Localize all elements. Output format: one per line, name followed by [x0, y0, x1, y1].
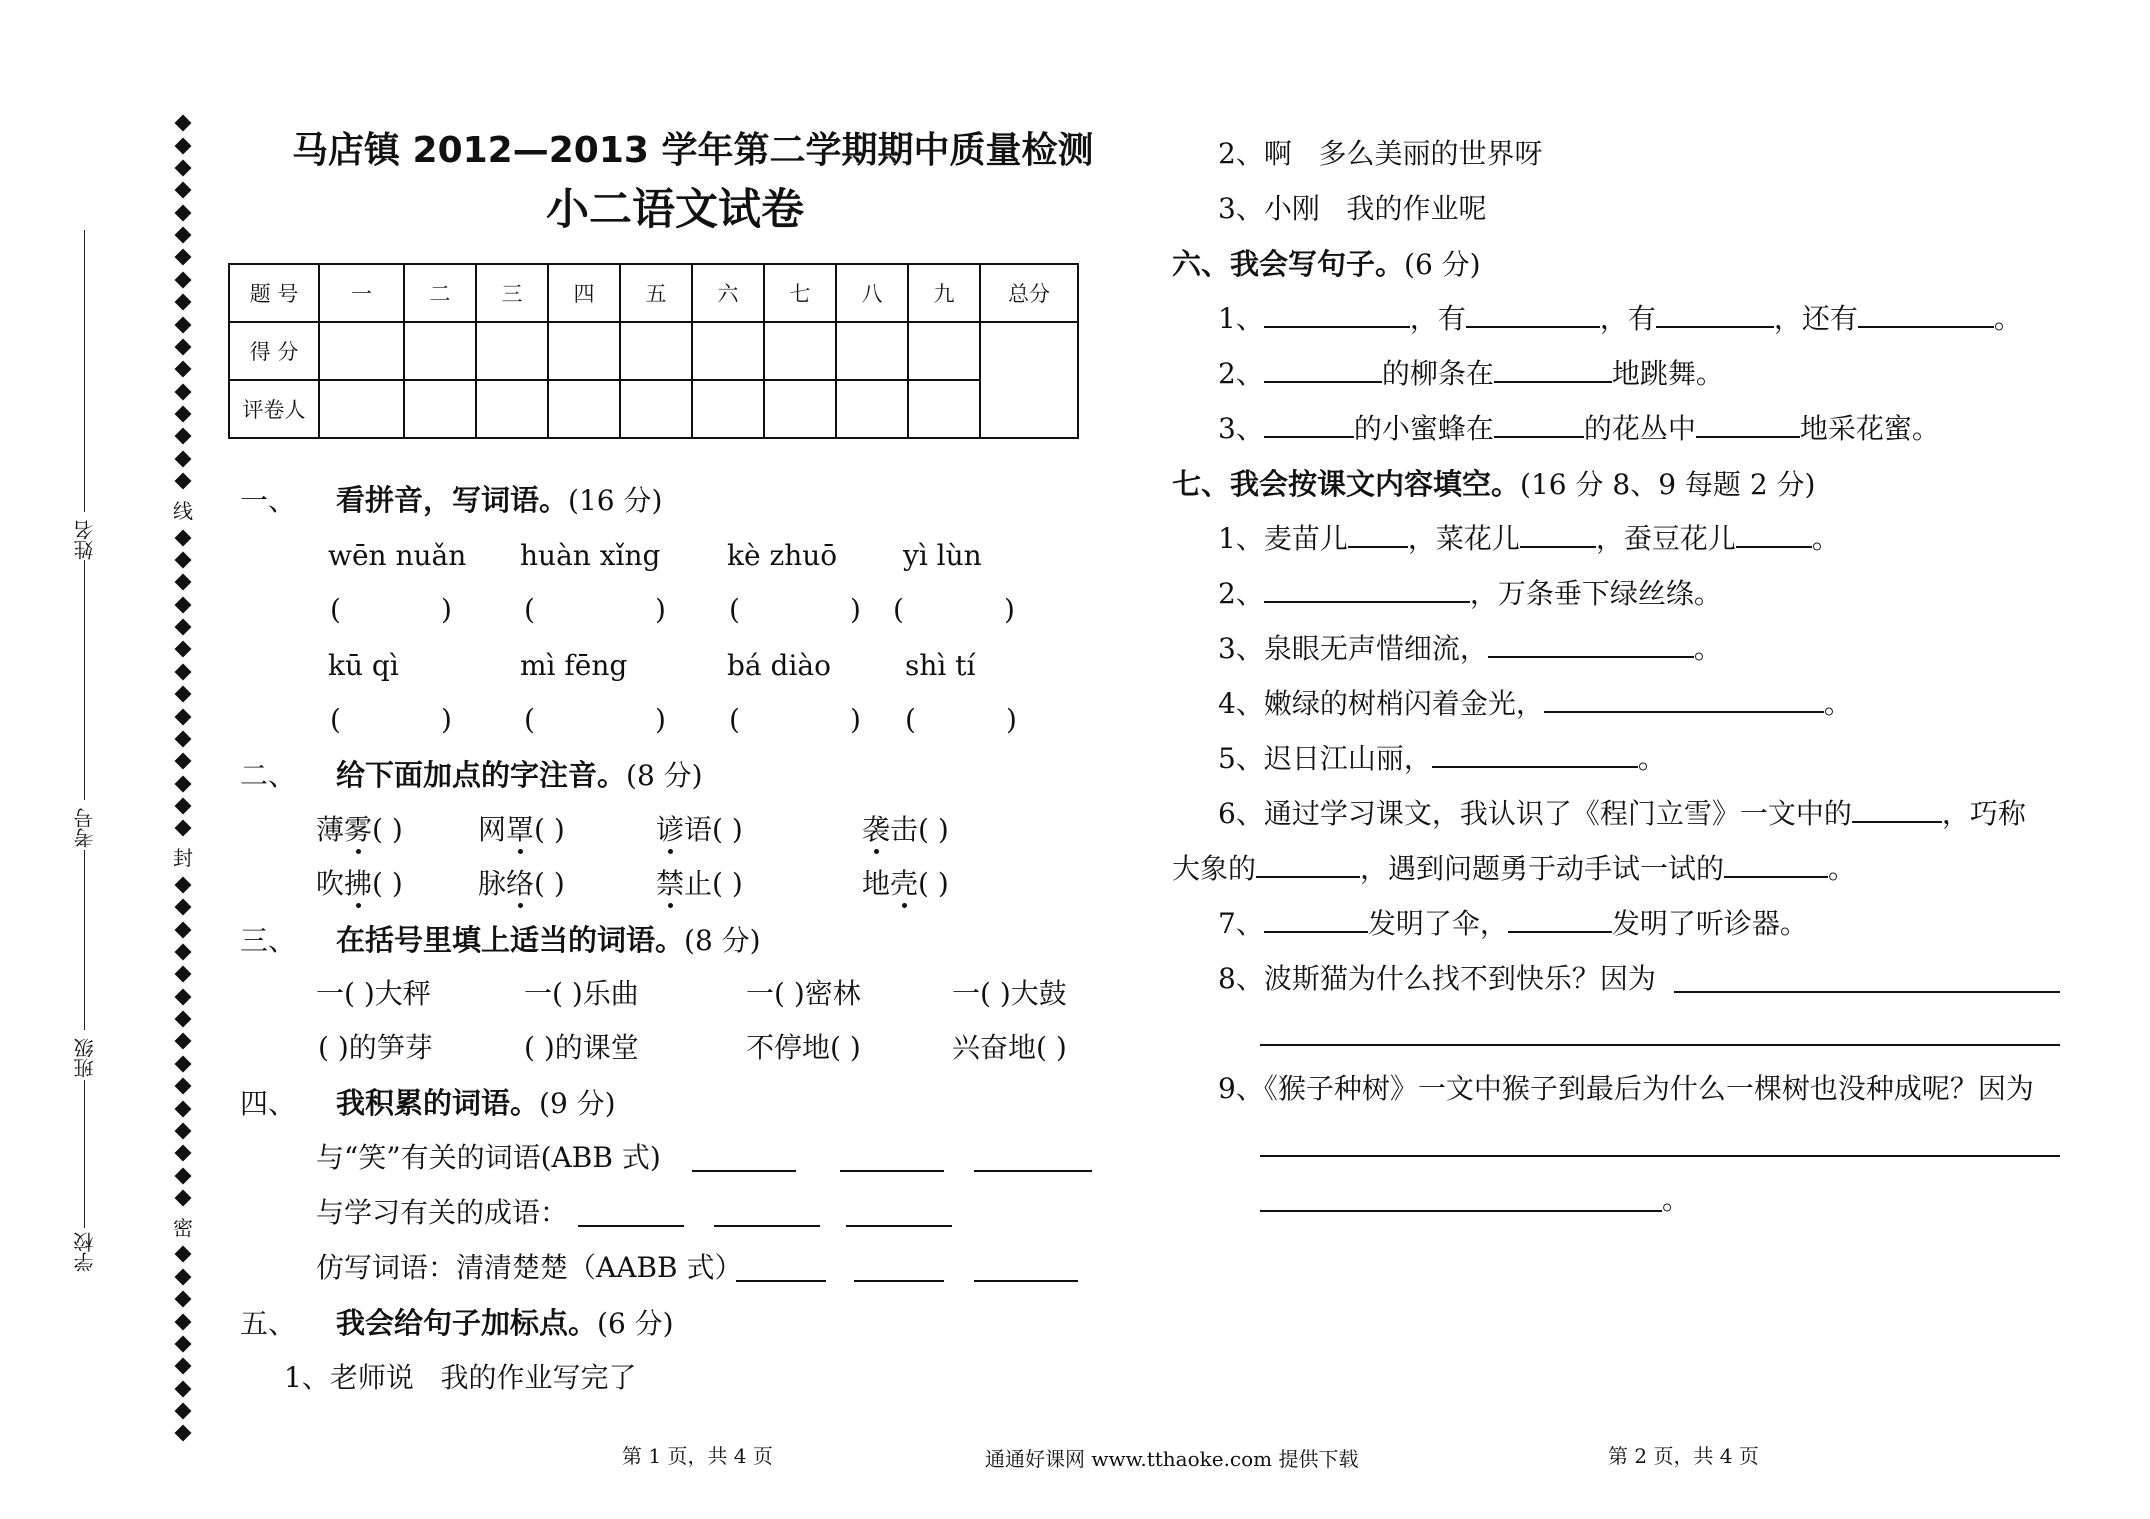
diamond-mark [175, 876, 192, 893]
diamond-mark [175, 1167, 192, 1184]
table-header-cell: 三 [476, 264, 548, 322]
grader-cell[interactable] [319, 380, 404, 438]
diamond-mark [175, 115, 192, 132]
grader-cell[interactable] [908, 380, 980, 438]
recite-item: 7、 发明了伞， 发明了听诊器。 [1218, 907, 1808, 940]
word-line: 与“笑”有关的词语(ABB 式) [316, 1141, 661, 1174]
table-header-cell: 七 [764, 264, 836, 322]
answer-blank[interactable] [840, 1170, 944, 1172]
diamond-mark [175, 663, 192, 680]
table-header-cell: 五 [620, 264, 692, 322]
dotted-word: 吹拂( ) [316, 867, 403, 900]
fill-phrase: ( )的笋芽 [318, 1031, 433, 1064]
punctuation-item: 1、老师说 我的作业写完了 [284, 1361, 637, 1394]
diamond-mark [175, 1122, 192, 1139]
footer-page-left: 第 1 页，共 4 页 [622, 1444, 773, 1468]
exam-title: 马店镇 2012—2013 学年第二学期期中质量检测 [292, 130, 1094, 171]
fill-phrase: 不停地( ) [746, 1031, 861, 1064]
school-label: 学校 [73, 1232, 97, 1272]
answer-line[interactable] [1260, 1210, 1662, 1212]
recite-item: 6、通过学习课文，我认识了《程门立雪》一文中的 ，巧称 [1218, 797, 2026, 830]
diamond-mark [175, 775, 192, 792]
recite-item: 5、迟日江山丽， 。 [1218, 742, 1666, 775]
table-header-cell: 一 [319, 264, 404, 322]
diamond-mark [175, 1078, 192, 1095]
diamond-mark [175, 473, 192, 490]
diamond-mark [175, 204, 192, 221]
section-6-heading: 六、我会写句子。(6 分) [1172, 247, 1481, 281]
answer-blank[interactable] [1656, 300, 1774, 328]
diamond-mark [175, 1033, 192, 1050]
section-title: 看拼音，写词语。 [336, 483, 569, 517]
dotted-word: 禁止( ) [656, 867, 743, 900]
answer-parens[interactable]: ( ) [524, 703, 666, 736]
diamond-mark [175, 1291, 192, 1308]
answer-parens[interactable]: ( ) [524, 593, 666, 626]
dotted-word: 薄雾( ) [316, 813, 403, 846]
diamond-mark [175, 1100, 192, 1117]
answer-blank[interactable] [1256, 850, 1360, 878]
seal-char: 密 [173, 1215, 193, 1240]
answer-blank[interactable] [1494, 355, 1612, 383]
diamond-mark [175, 383, 192, 400]
grader-cell[interactable] [764, 380, 836, 438]
diamond-mark [175, 137, 192, 154]
answer-blank[interactable] [1494, 410, 1584, 438]
diamond-mark [175, 798, 192, 815]
score-cell[interactable] [764, 322, 836, 380]
pinyin: wēn nuǎn [328, 539, 467, 572]
answer-blank[interactable] [974, 1280, 1078, 1282]
pinyin: kū qì [328, 649, 399, 682]
binding-diamond-line [172, 112, 194, 1442]
table-header-cell: 总分 [980, 264, 1078, 322]
word-line: 与学习有关的成语： [316, 1196, 569, 1229]
answer-blank[interactable] [692, 1170, 796, 1172]
answer-blank[interactable] [1432, 740, 1638, 768]
section-number: 一、 [240, 484, 297, 517]
diamond-mark [175, 1425, 192, 1442]
dotted-word: 脉络( ) [478, 867, 565, 900]
diamond-mark [175, 450, 192, 467]
answer-line[interactable] [1260, 1155, 2060, 1157]
exam-number-line [84, 560, 85, 800]
table-header-cell: 四 [548, 264, 620, 322]
exam-number-label: 考号 [73, 808, 97, 848]
diamond-mark [175, 338, 192, 355]
diamond-mark [175, 730, 192, 747]
section-4-heading: 四、 我积累的词语。(9 分) [240, 1086, 616, 1120]
diamond-mark [175, 1358, 192, 1375]
table-header-cell: 六 [692, 264, 764, 322]
answer-blank[interactable] [1696, 410, 1800, 438]
answer-blank[interactable] [1348, 520, 1408, 548]
answer-blank[interactable] [1488, 630, 1694, 658]
punctuation-item: 2、啊 多么美丽的世界呀 [1218, 137, 1543, 170]
answer-blank[interactable] [1264, 410, 1354, 438]
grader-cell[interactable] [836, 380, 908, 438]
answer-blank[interactable] [1520, 520, 1596, 548]
grader-cell[interactable] [548, 380, 620, 438]
seal-char: 线 [173, 498, 193, 523]
fill-phrase: 兴奋地( ) [952, 1031, 1067, 1064]
answer-blank[interactable] [846, 1225, 952, 1227]
row-label: 得 分 [229, 322, 319, 380]
diamond-mark [175, 361, 192, 378]
word-line: 仿写词语：清清楚楚（AABB 式） [316, 1251, 743, 1284]
footer-page-right: 第 2 页，共 4 页 [1608, 1444, 1759, 1468]
sentence-item: 2、 的柳条在 地跳舞。 [1218, 357, 1724, 390]
total-score-cell[interactable] [980, 322, 1078, 438]
recite-item: 9、《猴子种树》一文中猴子到最后为什么一棵树也没种成呢？因为 [1218, 1072, 2034, 1105]
dotted-word: 地壳( ) [862, 867, 949, 900]
diamond-mark [175, 641, 192, 658]
fill-phrase: 一( )密林 [746, 977, 861, 1010]
diamond-mark [175, 820, 192, 837]
table-header-cell: 九 [908, 264, 980, 322]
answer-line[interactable] [1260, 1044, 2060, 1046]
recite-item: 2、 ，万条垂下绿丝绦。 [1218, 577, 1722, 610]
sentence-item: 1、 ，有 ，有 ，还有 。 [1218, 302, 2022, 335]
diamond-mark [175, 294, 192, 311]
answer-blank[interactable] [736, 1280, 826, 1282]
diamond-mark [175, 619, 192, 636]
answer-blank[interactable] [714, 1225, 820, 1227]
diamond-mark [175, 966, 192, 983]
diamond-mark [175, 686, 192, 703]
answer-parens[interactable]: ( ) [729, 593, 861, 626]
recite-item: 1、麦苗儿 ，菜花儿 ，蚕豆花儿 。 [1218, 522, 1840, 555]
diamond-mark [175, 1011, 192, 1028]
grader-cell[interactable] [620, 380, 692, 438]
pinyin: kè zhuō [727, 539, 838, 572]
answer-blank[interactable] [578, 1225, 684, 1227]
dotted-word: 袭击( ) [862, 813, 949, 846]
dotted-word: 谚语( ) [656, 813, 743, 846]
seal-char: 封 [173, 846, 193, 871]
sentence-item: 3、 的小蜜蜂在 的花丛中 地采花蜜。 [1218, 412, 1940, 445]
score-table-header-row [229, 264, 1078, 322]
diamond-mark [175, 1190, 192, 1207]
school-line [84, 1080, 85, 1228]
fill-phrase: 一( )大秤 [316, 977, 431, 1010]
diamond-mark [175, 1055, 192, 1072]
pinyin: huàn xǐng [520, 539, 661, 572]
diamond-mark [175, 596, 192, 613]
diamond-mark [175, 428, 192, 445]
answer-blank[interactable] [1852, 795, 1942, 823]
section-1-heading [240, 480, 662, 521]
diamond-mark [175, 316, 192, 333]
diamond-mark [175, 943, 192, 960]
answer-blank[interactable] [1736, 520, 1812, 548]
answer-blank[interactable] [974, 1170, 1092, 1172]
row-label: 评卷人 [229, 380, 319, 438]
answer-blank[interactable] [1544, 685, 1824, 713]
grader-cell[interactable] [476, 380, 548, 438]
diamond-mark [175, 271, 192, 288]
diamond-mark [175, 406, 192, 423]
table-header-cell: 八 [836, 264, 908, 322]
class-label: 班级 [73, 1038, 97, 1078]
answer-blank[interactable] [1264, 300, 1410, 328]
diamond-mark [175, 1403, 192, 1420]
pinyin: mì fēng [520, 649, 628, 682]
diamond-mark [175, 249, 192, 266]
grader-row [229, 380, 1078, 438]
recite-item: 8、波斯猫为什么找不到快乐？因为 [1218, 962, 1656, 995]
diamond-mark [175, 1246, 192, 1263]
answer-blank[interactable] [1858, 300, 1994, 328]
diamond-mark [175, 1145, 192, 1162]
diamond-mark [175, 574, 192, 591]
fill-phrase: ( )的课堂 [524, 1031, 639, 1064]
score-table [228, 263, 1079, 439]
score-cell[interactable] [836, 322, 908, 380]
diamond-mark [175, 988, 192, 1005]
grader-cell[interactable] [692, 380, 764, 438]
score-row [229, 322, 1078, 380]
answer-parens[interactable]: ( ) [729, 703, 861, 736]
section-2-heading: 二、 给下面加点的字注音。(8 分) [240, 758, 703, 792]
section-3-heading: 三、 在括号里填上适当的词语。(8 分) [240, 923, 761, 957]
recite-item: 4、嫩绿的树梢闪着金光， 。 [1218, 687, 1852, 720]
pinyin: yì lùn [903, 539, 982, 572]
diamond-mark [175, 921, 192, 938]
diamond-mark [175, 899, 192, 916]
dotted-word: 网罩( ) [478, 813, 565, 846]
name-label: 姓名 [73, 520, 97, 560]
diamond-mark [175, 159, 192, 176]
section-7-heading: 七、我会按课文内容填空。(16 分 8、9 每题 2 分) [1172, 467, 1816, 501]
score-cell[interactable] [404, 322, 476, 380]
recite-item: 大象的 ，遇到问题勇于动手试一试的 。 [1172, 852, 1857, 885]
footer-source: 通通好课网 www.tthaoke.com 提供下载 [985, 1447, 1359, 1471]
answer-blank[interactable] [1724, 850, 1828, 878]
diamond-mark [175, 753, 192, 770]
pinyin: shì tí [905, 649, 976, 682]
recite-item: 3、泉眼无声惜细流， 。 [1218, 632, 1722, 665]
diamond-mark [175, 529, 192, 546]
pinyin: bá diào [727, 649, 831, 682]
punctuation-item: 3、小刚 我的作业呢 [1218, 192, 1487, 225]
exam-subtitle: 小二语文试卷 [546, 185, 804, 235]
section-score: (16 分) [568, 484, 663, 517]
score-cell[interactable] [620, 322, 692, 380]
answer-line[interactable] [1674, 991, 2060, 993]
diamond-mark [175, 551, 192, 568]
section-5-heading: 五、 我会给句子加标点。(6 分) [240, 1306, 674, 1340]
diamond-mark [175, 1380, 192, 1397]
name-line [84, 230, 85, 512]
diamond-mark [175, 1313, 192, 1330]
fill-phrase: 一( )大鼓 [952, 977, 1067, 1010]
answer-parens[interactable]: ( ) [330, 593, 452, 626]
period: 。 [1662, 1183, 1691, 1216]
diamond-mark [175, 708, 192, 725]
answer-blank[interactable] [1264, 355, 1382, 383]
diamond-mark [175, 1268, 192, 1285]
score-cell[interactable] [476, 322, 548, 380]
diamond-mark [175, 182, 192, 199]
table-header-cell: 题 号 [229, 264, 319, 322]
answer-blank[interactable] [854, 1280, 944, 1282]
diamond-mark [175, 227, 192, 244]
answer-blank[interactable] [1466, 300, 1600, 328]
answer-blank[interactable] [1264, 575, 1470, 603]
score-cell[interactable] [548, 322, 620, 380]
grader-cell[interactable] [404, 380, 476, 438]
answer-parens[interactable]: ( ) [330, 703, 452, 736]
answer-blank[interactable] [1508, 905, 1612, 933]
answer-parens[interactable]: ( ) [893, 593, 1015, 626]
class-line [84, 850, 85, 1030]
score-cell[interactable] [692, 322, 764, 380]
score-cell[interactable] [908, 322, 980, 380]
answer-parens[interactable]: ( ) [905, 703, 1017, 736]
diamond-mark [175, 1335, 192, 1352]
score-cell[interactable] [319, 322, 404, 380]
fill-phrase: 一( )乐曲 [524, 977, 639, 1010]
table-header-cell: 二 [404, 264, 476, 322]
answer-blank[interactable] [1264, 905, 1368, 933]
